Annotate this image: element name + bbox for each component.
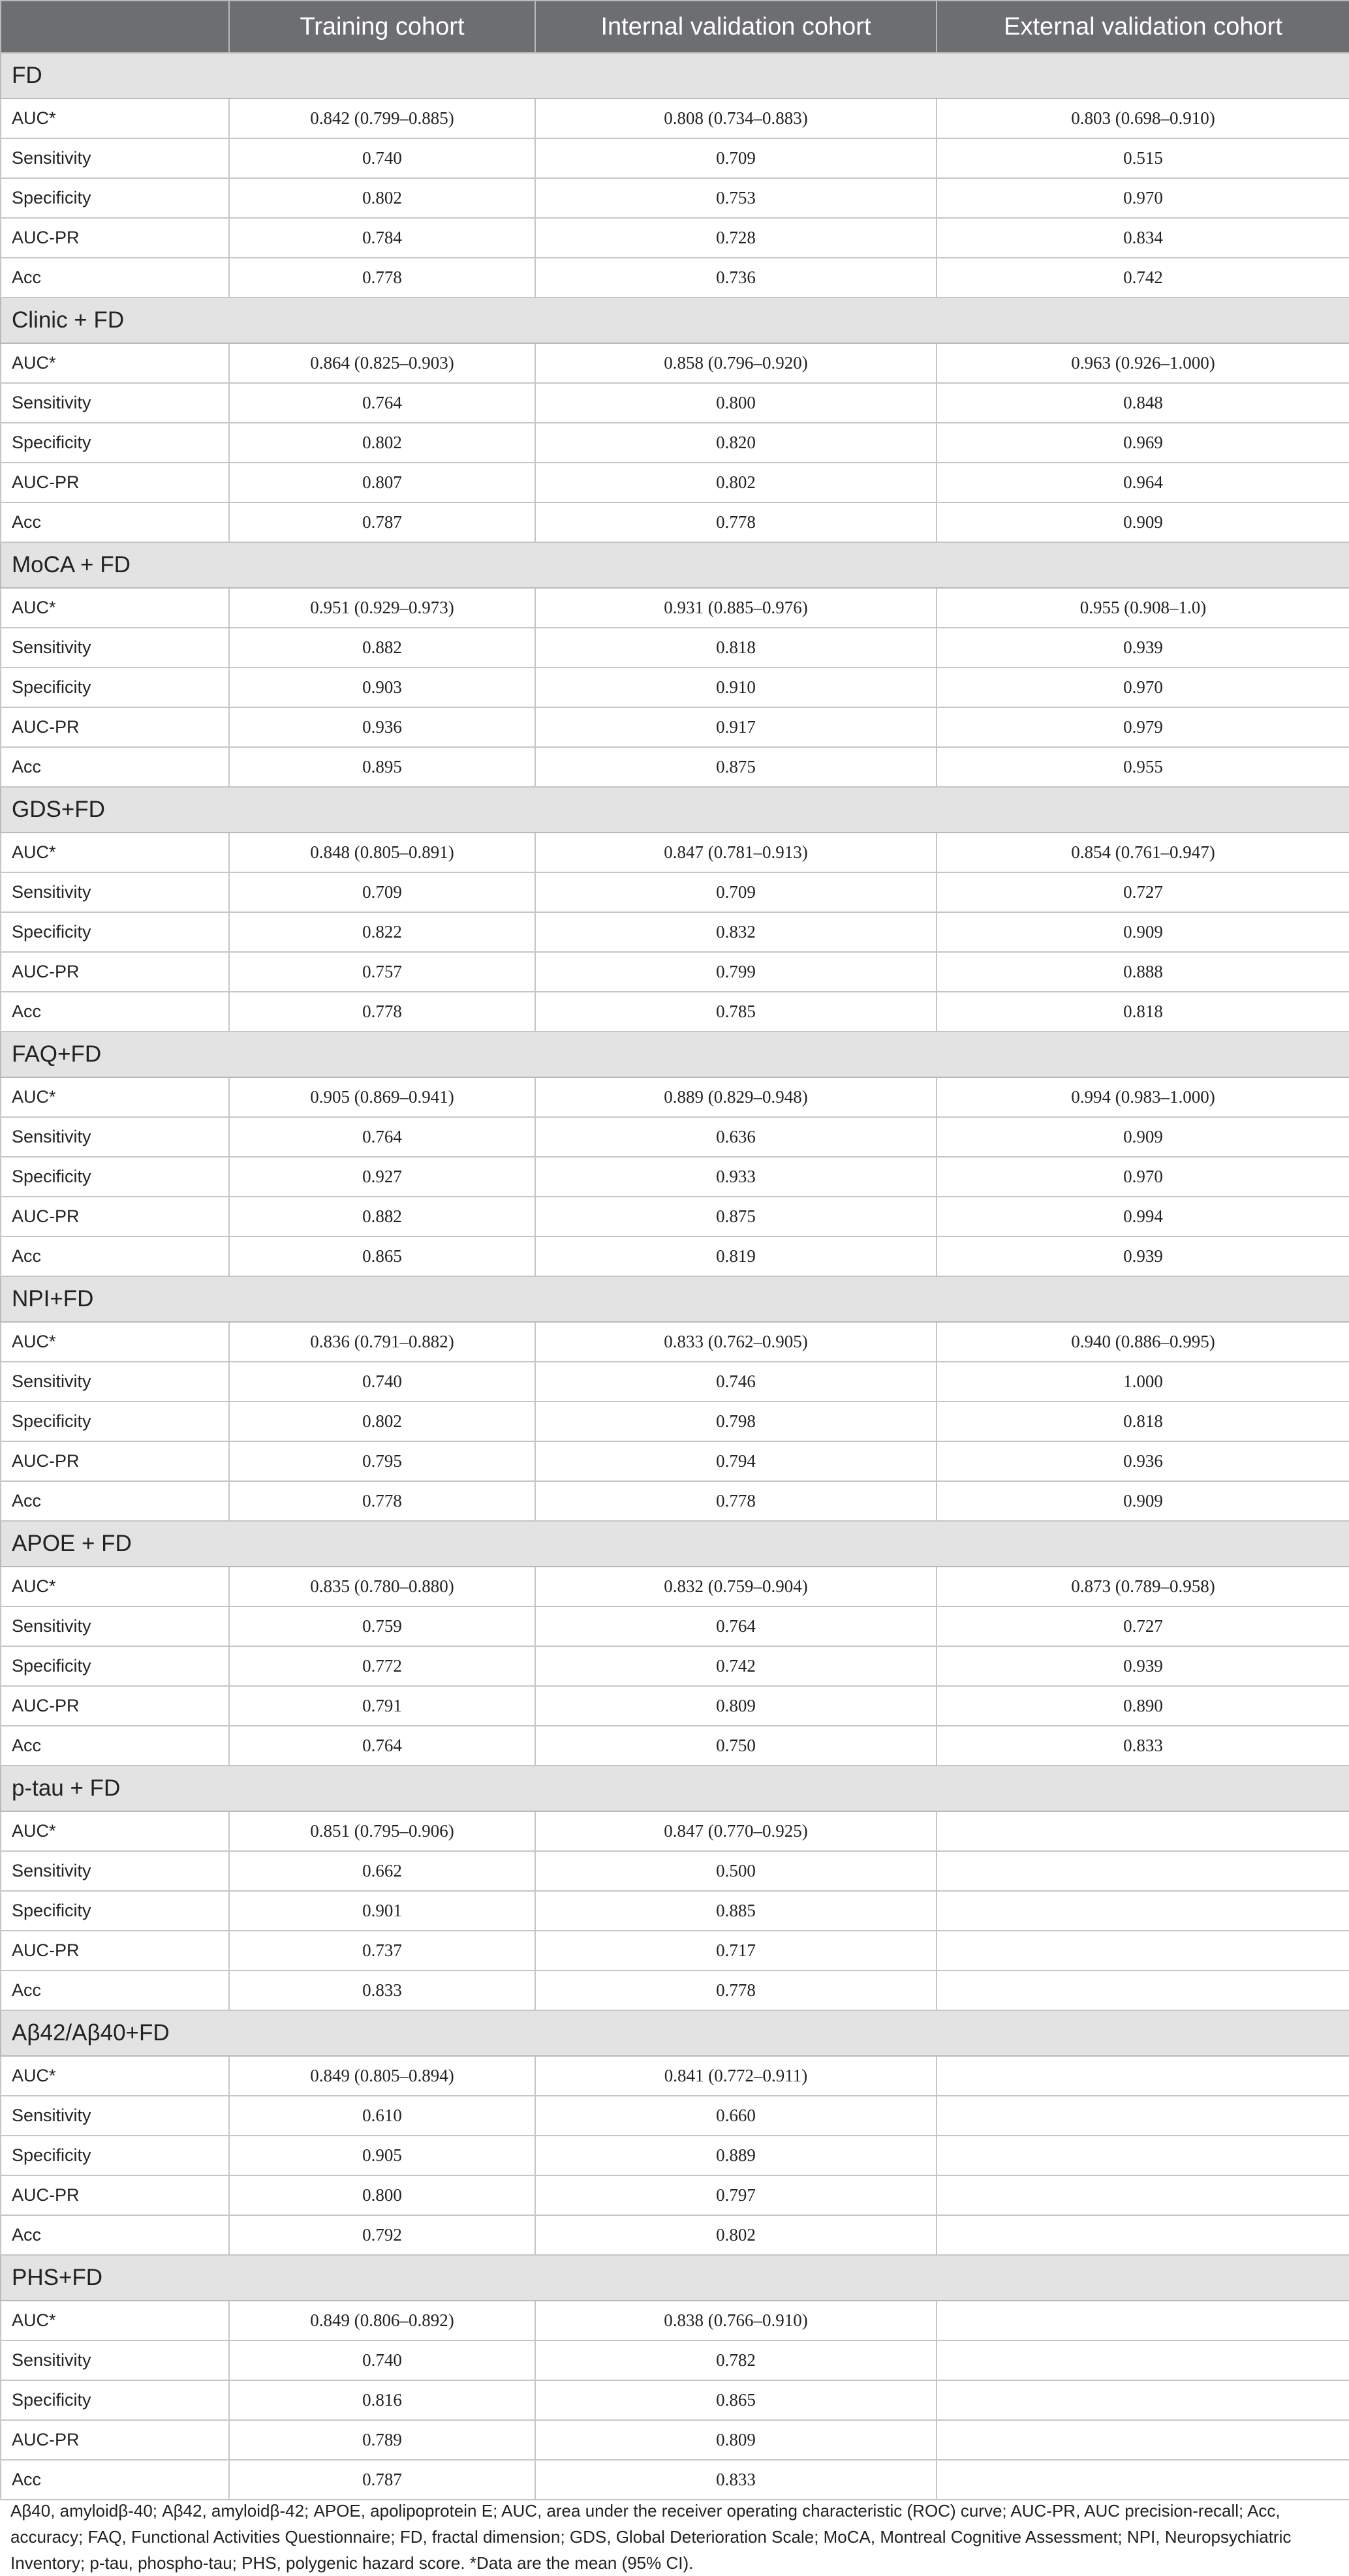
table-row (1, 667, 1349, 707)
internal-validation-cell: 0.847 (0.770–0.925) (535, 1811, 937, 1851)
table-row (1, 1362, 1349, 1402)
metric-cell: AUC* (1, 1077, 229, 1117)
training-cohort-cell: 0.864 (0.825–0.903) (229, 343, 535, 383)
table-row (1, 1851, 1349, 1891)
training-cohort-cell: 0.849 (0.805–0.894) (229, 2056, 535, 2096)
training-cohort-cell: 0.778 (229, 258, 535, 298)
training-cohort-cell: 0.792 (229, 2215, 535, 2255)
metric-cell: Acc (1, 1481, 229, 1521)
training-cohort-cell: 0.772 (229, 1646, 535, 1686)
training-cohort-cell: 0.816 (229, 2380, 535, 2420)
metric-cell: Acc (1, 747, 229, 787)
metric-cell: AUC-PR (1, 1441, 229, 1481)
section-row (1, 1766, 1349, 1811)
table-row (1, 2460, 1349, 2500)
metric-cell: Acc (1, 502, 229, 542)
external-validation-cell: 0.833 (937, 1726, 1349, 1766)
table-row (1, 833, 1349, 872)
internal-validation-cell: 0.778 (535, 1970, 937, 2010)
internal-validation-cell: 0.802 (535, 463, 937, 502)
table-row (1, 1236, 1349, 1276)
metric-cell: Sensitivity (1, 1851, 229, 1891)
training-cohort-cell: 0.849 (0.806–0.892) (229, 2301, 535, 2340)
training-cohort-cell: 0.848 (0.805–0.891) (229, 833, 535, 872)
internal-validation-cell: 0.808 (0.734–0.883) (535, 99, 937, 138)
internal-validation-cell: 0.709 (535, 872, 937, 912)
training-cohort-cell: 0.764 (229, 1117, 535, 1157)
internal-validation-cell: 0.636 (535, 1117, 937, 1157)
table-row (1, 383, 1349, 423)
training-cohort-cell: 0.822 (229, 912, 535, 952)
external-validation-cell: 0.939 (937, 1646, 1349, 1686)
internal-validation-cell: 0.910 (535, 667, 937, 707)
table-row (1, 588, 1349, 628)
external-validation-cell (937, 2215, 1349, 2255)
external-validation-cell: 0.939 (937, 628, 1349, 667)
internal-validation-cell: 0.764 (535, 1606, 937, 1646)
metric-cell: Specificity (1, 1891, 229, 1931)
metric-cell: Acc (1, 2460, 229, 2500)
table-row (1, 707, 1349, 747)
internal-validation-cell: 0.818 (535, 628, 937, 667)
table-row (1, 1567, 1349, 1606)
training-cohort-cell: 0.882 (229, 1197, 535, 1236)
header-metric (1, 1, 229, 53)
internal-validation-cell: 0.889 (0.829–0.948) (535, 1077, 937, 1117)
internal-validation-cell: 0.500 (535, 1851, 937, 1891)
table-header (1, 1, 1349, 53)
section-row (1, 2255, 1349, 2301)
external-validation-cell: 0.994 (937, 1197, 1349, 1236)
table-row (1, 1606, 1349, 1646)
metric-cell: Specificity (1, 1402, 229, 1441)
training-cohort-cell: 0.800 (229, 2175, 535, 2215)
table-row (1, 2136, 1349, 2175)
external-validation-cell: 0.727 (937, 1606, 1349, 1646)
metric-cell: AUC* (1, 2301, 229, 2340)
training-cohort-cell: 0.759 (229, 1606, 535, 1646)
internal-validation-cell: 0.875 (535, 747, 937, 787)
training-cohort-cell: 0.865 (229, 1236, 535, 1276)
table-row (1, 178, 1349, 218)
table-row (1, 2215, 1349, 2255)
internal-validation-cell: 0.889 (535, 2136, 937, 2175)
external-validation-cell: 0.727 (937, 872, 1349, 912)
training-cohort-cell: 0.802 (229, 1402, 535, 1441)
internal-validation-cell: 0.709 (535, 138, 937, 178)
table-row (1, 1646, 1349, 1686)
metric-cell: AUC-PR (1, 2420, 229, 2460)
table-row (1, 1811, 1349, 1851)
external-validation-cell: 0.909 (937, 912, 1349, 952)
metric-cell: Specificity (1, 2136, 229, 2175)
external-validation-cell: 0.970 (937, 1157, 1349, 1197)
table-row (1, 1322, 1349, 1362)
table-row (1, 1117, 1349, 1157)
internal-validation-cell: 0.797 (535, 2175, 937, 2215)
metric-cell: Sensitivity (1, 628, 229, 667)
training-cohort-cell: 0.737 (229, 1931, 535, 1970)
internal-validation-cell: 0.660 (535, 2096, 937, 2136)
external-validation-cell: 0.963 (0.926–1.000) (937, 343, 1349, 383)
metric-cell: AUC* (1, 833, 229, 872)
section-row (1, 1032, 1349, 1077)
metric-cell: AUC* (1, 588, 229, 628)
table-row (1, 2420, 1349, 2460)
external-validation-cell: 0.994 (0.983–1.000) (937, 1077, 1349, 1117)
table-row (1, 2056, 1349, 2096)
external-validation-cell: 0.515 (937, 138, 1349, 178)
training-cohort-cell: 0.807 (229, 463, 535, 502)
training-cohort-cell: 0.757 (229, 952, 535, 992)
table-row (1, 1686, 1349, 1726)
training-cohort-cell: 0.802 (229, 178, 535, 218)
internal-validation-cell: 0.885 (535, 1891, 937, 1931)
metric-cell: Specificity (1, 1157, 229, 1197)
table-row (1, 1726, 1349, 1766)
training-cohort-cell: 0.851 (0.795–0.906) (229, 1811, 535, 1851)
metric-cell: Specificity (1, 178, 229, 218)
training-cohort-cell: 0.802 (229, 423, 535, 463)
section-row (1, 542, 1349, 588)
internal-validation-cell: 0.742 (535, 1646, 937, 1686)
external-validation-cell: 0.955 (937, 747, 1349, 787)
internal-validation-cell: 0.799 (535, 952, 937, 992)
table-row (1, 1157, 1349, 1197)
metric-cell: Sensitivity (1, 1362, 229, 1402)
metric-cell: Acc (1, 2215, 229, 2255)
external-validation-cell: 0.909 (937, 1481, 1349, 1521)
table-row (1, 423, 1349, 463)
external-validation-cell: 0.955 (0.908–1.0) (937, 588, 1349, 628)
internal-validation-cell: 0.782 (535, 2340, 937, 2380)
internal-validation-cell: 0.750 (535, 1726, 937, 1766)
external-validation-cell (937, 2175, 1349, 2215)
internal-validation-cell: 0.931 (0.885–0.976) (535, 588, 937, 628)
metric-cell: Sensitivity (1, 138, 229, 178)
external-validation-cell: 0.803 (0.698–0.910) (937, 99, 1349, 138)
internal-validation-cell: 0.819 (535, 1236, 937, 1276)
section-title: MoCA + FD (1, 542, 1349, 588)
table-row (1, 2340, 1349, 2380)
training-cohort-cell: 0.833 (229, 1970, 535, 2010)
internal-validation-cell: 0.717 (535, 1931, 937, 1970)
section-title: GDS+FD (1, 787, 1349, 833)
external-validation-cell: 0.848 (937, 383, 1349, 423)
training-cohort-cell: 0.740 (229, 1362, 535, 1402)
external-validation-cell: 0.854 (0.761–0.947) (937, 833, 1349, 872)
section-row (1, 1276, 1349, 1322)
internal-validation-cell: 0.798 (535, 1402, 937, 1441)
table-row (1, 747, 1349, 787)
table-row (1, 1077, 1349, 1117)
metric-cell: Sensitivity (1, 2340, 229, 2380)
table-row (1, 218, 1349, 258)
training-cohort-cell: 0.789 (229, 2420, 535, 2460)
external-validation-cell (937, 2380, 1349, 2420)
table-row (1, 1481, 1349, 1521)
internal-validation-cell: 0.838 (0.766–0.910) (535, 2301, 937, 2340)
metric-cell: Sensitivity (1, 1606, 229, 1646)
internal-validation-cell: 0.875 (535, 1197, 937, 1236)
training-cohort-cell: 0.936 (229, 707, 535, 747)
external-validation-cell: 0.909 (937, 502, 1349, 542)
external-validation-cell: 0.970 (937, 667, 1349, 707)
metric-cell: Specificity (1, 912, 229, 952)
metric-cell: Sensitivity (1, 2096, 229, 2136)
external-validation-cell (937, 1931, 1349, 1970)
external-validation-cell: 0.818 (937, 992, 1349, 1032)
internal-validation-cell: 0.736 (535, 258, 937, 298)
metric-cell: AUC-PR (1, 1931, 229, 1970)
table-row (1, 343, 1349, 383)
metric-cell: AUC-PR (1, 463, 229, 502)
table-footnote: Aβ40, amyloidβ-40; Aβ42, amyloidβ-42; APOE, apolipoprotein E; AUC, area under the receiver operating characteristic (ROC) curve; AUC-PR, AUC precision-recall; Acc, accuracy; FAQ, Functional Activities Questionnaire; FD, fractal dimension; GDS, Global Deterioration Scale; MoCA, Montreal Cognitive Assessment; NPI, Neuropsychiatric Inventory; p-tau, phospho-tau; PHS, polygenic hazard score. *Data are the mean (95% CI). (10, 2501, 1292, 2573)
internal-validation-cell: 0.809 (535, 2420, 937, 2460)
metric-cell: Sensitivity (1, 383, 229, 423)
metric-cell: AUC-PR (1, 218, 229, 258)
internal-validation-cell: 0.785 (535, 992, 937, 1032)
metric-cell: Specificity (1, 2380, 229, 2420)
metric-cell: Acc (1, 258, 229, 298)
training-cohort-cell: 0.778 (229, 1481, 535, 1521)
training-cohort-cell: 0.835 (0.780–0.880) (229, 1567, 535, 1606)
metric-cell: AUC* (1, 99, 229, 138)
section-title: NPI+FD (1, 1276, 1349, 1322)
training-cohort-cell: 0.836 (0.791–0.882) (229, 1322, 535, 1362)
training-cohort-cell: 0.951 (0.929–0.973) (229, 588, 535, 628)
table-row (1, 2380, 1349, 2420)
internal-validation-cell: 0.847 (0.781–0.913) (535, 833, 937, 872)
section-row (1, 298, 1349, 343)
training-cohort-cell: 0.787 (229, 2460, 535, 2500)
external-validation-cell: 0.979 (937, 707, 1349, 747)
internal-validation-cell: 0.841 (0.772–0.911) (535, 2056, 937, 2096)
metric-cell: AUC* (1, 1567, 229, 1606)
internal-validation-cell: 0.820 (535, 423, 937, 463)
section-title: PHS+FD (1, 2255, 1349, 2301)
table-row (1, 502, 1349, 542)
table-row (1, 258, 1349, 298)
table-row (1, 1197, 1349, 1236)
training-cohort-cell: 0.740 (229, 2340, 535, 2380)
external-validation-cell (937, 1851, 1349, 1891)
internal-validation-cell: 0.794 (535, 1441, 937, 1481)
table-body (1, 53, 1349, 2500)
section-row (1, 53, 1349, 99)
table-row (1, 138, 1349, 178)
external-validation-cell: 0.888 (937, 952, 1349, 992)
table-row (1, 1931, 1349, 1970)
training-cohort-cell: 0.764 (229, 1726, 535, 1766)
metric-cell: AUC-PR (1, 707, 229, 747)
internal-validation-cell: 0.800 (535, 383, 937, 423)
external-validation-cell: 0.939 (937, 1236, 1349, 1276)
metric-cell: AUC-PR (1, 1686, 229, 1726)
external-validation-cell (937, 2420, 1349, 2460)
external-validation-cell: 0.873 (0.789–0.958) (937, 1567, 1349, 1606)
external-validation-cell (937, 1891, 1349, 1931)
table-row (1, 1970, 1349, 2010)
section-row (1, 2010, 1349, 2056)
external-validation-cell: 0.890 (937, 1686, 1349, 1726)
internal-validation-cell: 0.833 (535, 2460, 937, 2500)
table-row (1, 912, 1349, 952)
table-row (1, 2096, 1349, 2136)
training-cohort-cell: 0.778 (229, 992, 535, 1032)
metric-cell: AUC-PR (1, 952, 229, 992)
table-row (1, 1402, 1349, 1441)
section-title: p-tau + FD (1, 1766, 1349, 1811)
external-validation-cell: 0.742 (937, 258, 1349, 298)
external-validation-cell: 1.000 (937, 1362, 1349, 1402)
training-cohort-cell: 0.709 (229, 872, 535, 912)
training-cohort-cell: 0.784 (229, 218, 535, 258)
internal-validation-cell: 0.746 (535, 1362, 937, 1402)
metric-cell: AUC-PR (1, 1197, 229, 1236)
internal-validation-cell: 0.832 (0.759–0.904) (535, 1567, 937, 1606)
training-cohort-cell: 0.903 (229, 667, 535, 707)
external-validation-cell (937, 2460, 1349, 2500)
training-cohort-cell: 0.895 (229, 747, 535, 787)
table-row (1, 992, 1349, 1032)
section-row (1, 787, 1349, 833)
external-validation-cell: 0.969 (937, 423, 1349, 463)
section-title: APOE + FD (1, 1521, 1349, 1567)
header-internal-validation-cohort: Internal validation cohort (535, 1, 937, 53)
external-validation-cell (937, 2340, 1349, 2380)
metric-cell: AUC* (1, 1811, 229, 1851)
training-cohort-cell: 0.905 (0.869–0.941) (229, 1077, 535, 1117)
training-cohort-cell: 0.882 (229, 628, 535, 667)
header-training-cohort: Training cohort (229, 1, 535, 53)
metric-cell: AUC* (1, 2056, 229, 2096)
table-row (1, 1891, 1349, 1931)
section-row (1, 1521, 1349, 1567)
table-row (1, 463, 1349, 502)
external-validation-cell: 0.940 (0.886–0.995) (937, 1322, 1349, 1362)
external-validation-cell: 0.964 (937, 463, 1349, 502)
internal-validation-cell: 0.917 (535, 707, 937, 747)
internal-validation-cell: 0.858 (0.796–0.920) (535, 343, 937, 383)
metric-cell: Specificity (1, 667, 229, 707)
external-validation-cell (937, 2136, 1349, 2175)
section-title: FAQ+FD (1, 1032, 1349, 1077)
internal-validation-cell: 0.865 (535, 2380, 937, 2420)
table-row (1, 2301, 1349, 2340)
external-validation-cell: 0.834 (937, 218, 1349, 258)
section-title: Aβ42/Aβ40+FD (1, 2010, 1349, 2056)
external-validation-cell: 0.936 (937, 1441, 1349, 1481)
training-cohort-cell: 0.791 (229, 1686, 535, 1726)
metric-cell: AUC* (1, 343, 229, 383)
metric-cell: Acc (1, 1726, 229, 1766)
training-cohort-cell: 0.740 (229, 138, 535, 178)
internal-validation-cell: 0.802 (535, 2215, 937, 2255)
metric-cell: Sensitivity (1, 1117, 229, 1157)
metric-cell: AUC* (1, 1322, 229, 1362)
training-cohort-cell: 0.787 (229, 502, 535, 542)
table-row (1, 2175, 1349, 2215)
external-validation-cell: 0.970 (937, 178, 1349, 218)
header-row (1, 1, 1349, 53)
table-row (1, 952, 1349, 992)
training-cohort-cell: 0.662 (229, 1851, 535, 1891)
training-cohort-cell: 0.842 (0.799–0.885) (229, 99, 535, 138)
internal-validation-cell: 0.778 (535, 1481, 937, 1521)
table-row (1, 1441, 1349, 1481)
internal-validation-cell: 0.933 (535, 1157, 937, 1197)
internal-validation-cell: 0.809 (535, 1686, 937, 1726)
training-cohort-cell: 0.927 (229, 1157, 535, 1197)
external-validation-cell: 0.909 (937, 1117, 1349, 1157)
section-title: Clinic + FD (1, 298, 1349, 343)
metric-cell: Sensitivity (1, 872, 229, 912)
internal-validation-cell: 0.833 (0.762–0.905) (535, 1322, 937, 1362)
external-validation-cell: 0.818 (937, 1402, 1349, 1441)
table-row (1, 628, 1349, 667)
external-validation-cell (937, 2096, 1349, 2136)
table-row (1, 872, 1349, 912)
table-row (1, 99, 1349, 138)
training-cohort-cell: 0.901 (229, 1891, 535, 1931)
metric-cell: Acc (1, 1970, 229, 2010)
external-validation-cell (937, 2301, 1349, 2340)
metric-cell: AUC-PR (1, 2175, 229, 2215)
external-validation-cell (937, 2056, 1349, 2096)
internal-validation-cell: 0.728 (535, 218, 937, 258)
metric-cell: Acc (1, 992, 229, 1032)
training-cohort-cell: 0.610 (229, 2096, 535, 2136)
metric-cell: Acc (1, 1236, 229, 1276)
external-validation-cell (937, 1970, 1349, 2010)
metric-cell: Specificity (1, 1646, 229, 1686)
section-title: FD (1, 53, 1349, 99)
training-cohort-cell: 0.795 (229, 1441, 535, 1481)
training-cohort-cell: 0.764 (229, 383, 535, 423)
training-cohort-cell: 0.905 (229, 2136, 535, 2175)
internal-validation-cell: 0.753 (535, 178, 937, 218)
header-external-validation-cohort: External validation cohort (937, 1, 1349, 53)
external-validation-cell (937, 1811, 1349, 1851)
internal-validation-cell: 0.832 (535, 912, 937, 952)
internal-validation-cell: 0.778 (535, 502, 937, 542)
metric-cell: Specificity (1, 423, 229, 463)
